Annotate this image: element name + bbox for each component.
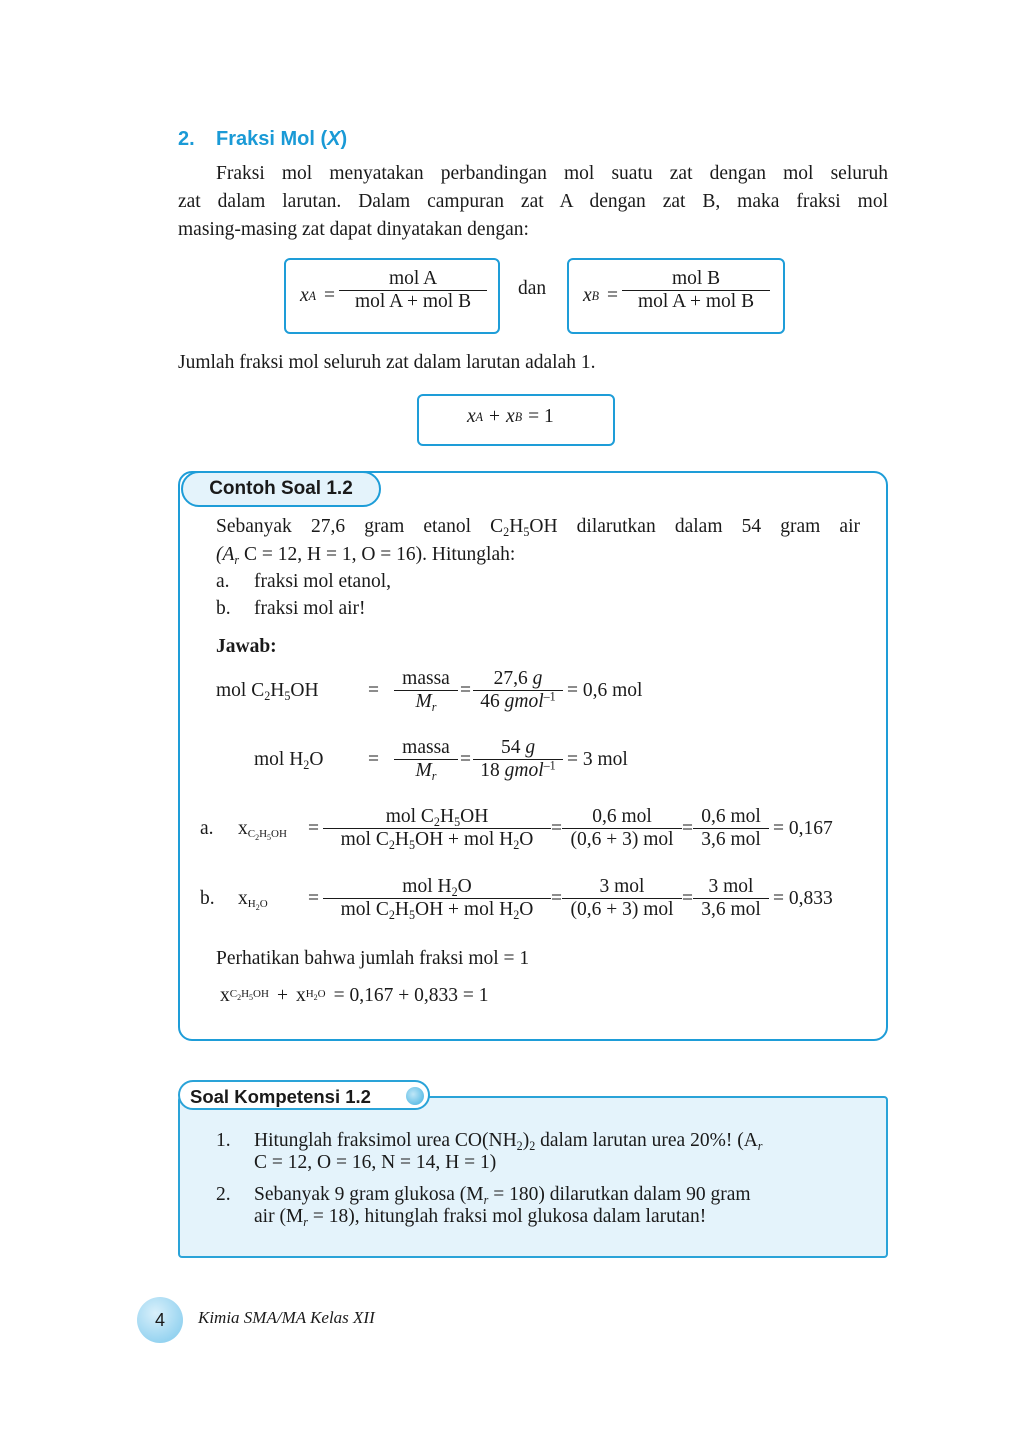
mol-etanol-equation: mol $C_2H_5OH$ = $\frac{\text{massa}}{M_r}$ = $\frac{27,6 g}{46 gmol^{-1}}$ = 0,6 mol xyxy=(216,668,643,715)
fraction-etanol-equation: a. $x_{C_2H_5OH}$ = $\frac{mol C_2H_5OH}{mol C_2H_5OH + mol H_2O}$ = $\frac{\text{0,6 mol}}{\text{(0,6 + 3) mol}}$ = $\frac{\text{0,6 mol}}{\text{3,6 mol}}$ = 0,167 xyxy=(200,806,833,853)
section-number: 2. xyxy=(178,128,195,150)
page-number-badge: 4 xyxy=(137,1297,183,1343)
jawab-label: Jawab: xyxy=(216,636,277,657)
formula-xa-box: x A = $\frac{\text{mol A}}{\text{mol A + mol B}}$ xyxy=(284,258,500,334)
dan-text: dan xyxy=(518,278,547,299)
book-title: Kimia SMA/MA Kelas XII xyxy=(198,1308,375,1327)
formula-xb-box: x B = $\frac{\text{mol B}}{\text{mol A + mol B}}$ xyxy=(567,258,785,334)
xb-fraction: $\frac{\text{mol B}}{\text{mol A + mol B}}$ xyxy=(622,268,770,313)
sum-note: Perhatikan bahwa jumlah fraksi mol = 1 xyxy=(216,948,530,969)
competency-item-2: 2. Sebanyak 9 gram glukosa $(M_r = 180)$ dilarutkan dalam 90 gram air $(M_r = 18)$, hitunglah fraksi mol glukosa dalam larutan! xyxy=(216,1184,751,1230)
competency-item-1: 1. Hitunglah fraksimol urea $CO(NH_2)_2$ dalam larutan urea 20%! ($A_r$ C = 12, O = 16, N = 14, H = 1) xyxy=(216,1130,763,1173)
competency-box xyxy=(178,1096,888,1258)
example-question-line1: Sebanyak 27,6 gram etanol $C_2H_5OH$ dilarutkan dalam 54 gram air xyxy=(216,516,861,540)
example-tab: Contoh Soal 1.2 xyxy=(181,471,381,507)
bullet-dot-icon xyxy=(406,1087,424,1105)
section-title: 2. Fraksi Mol (X) xyxy=(178,128,348,150)
fraction-air-equation: b. $x_{H_2O}$ = $\frac{mol H_2O}{mol C_2H_5OH + mol H_2O}$ = $\frac{\text{3 mol}}{\text{(0,6 + 3) mol}}$ = $\frac{\text{3 mol}}{\text{3,6 mol}}$ = 0,833 xyxy=(200,876,833,923)
intro-paragraph: Fraksi mol menyatakan perbandingan mol suatu zat dengan mol seluruh zat dalam larutan. Dalam campuran zat A dengan zat B, maka fraksi mol masing-masing zat dapat dinyatakan dengan: xyxy=(178,163,888,240)
competency-tab: Soal Kompetensi 1.2 xyxy=(178,1080,430,1110)
example-item-b: b. fraksi mol air! xyxy=(216,598,366,619)
sum-check-equation: x $C_2H_5OH$ + x $H_2O$ = 0,167 + 0,833 = 1 xyxy=(220,985,489,1006)
xa-fraction: $\frac{\text{mol A}}{\text{mol A + mol B}}$ xyxy=(339,268,487,313)
example-question-line2: ($A_r$ C = 12, H = 1, O = 16). Hitunglah: xyxy=(216,544,516,568)
sum-statement: Jumlah fraksi mol seluruh zat dalam larutan adalah 1. xyxy=(178,352,596,373)
mol-air-equation: mol $H_2O$ = $\frac{\text{massa}}{M_r}$ = $\frac{54 g}{18 gmol^{-1}}$ = 3 mol xyxy=(254,737,628,784)
example-item-a: a. fraksi mol etanol, xyxy=(216,571,392,592)
sum-formula-box: x A + x B = 1 xyxy=(417,394,615,446)
